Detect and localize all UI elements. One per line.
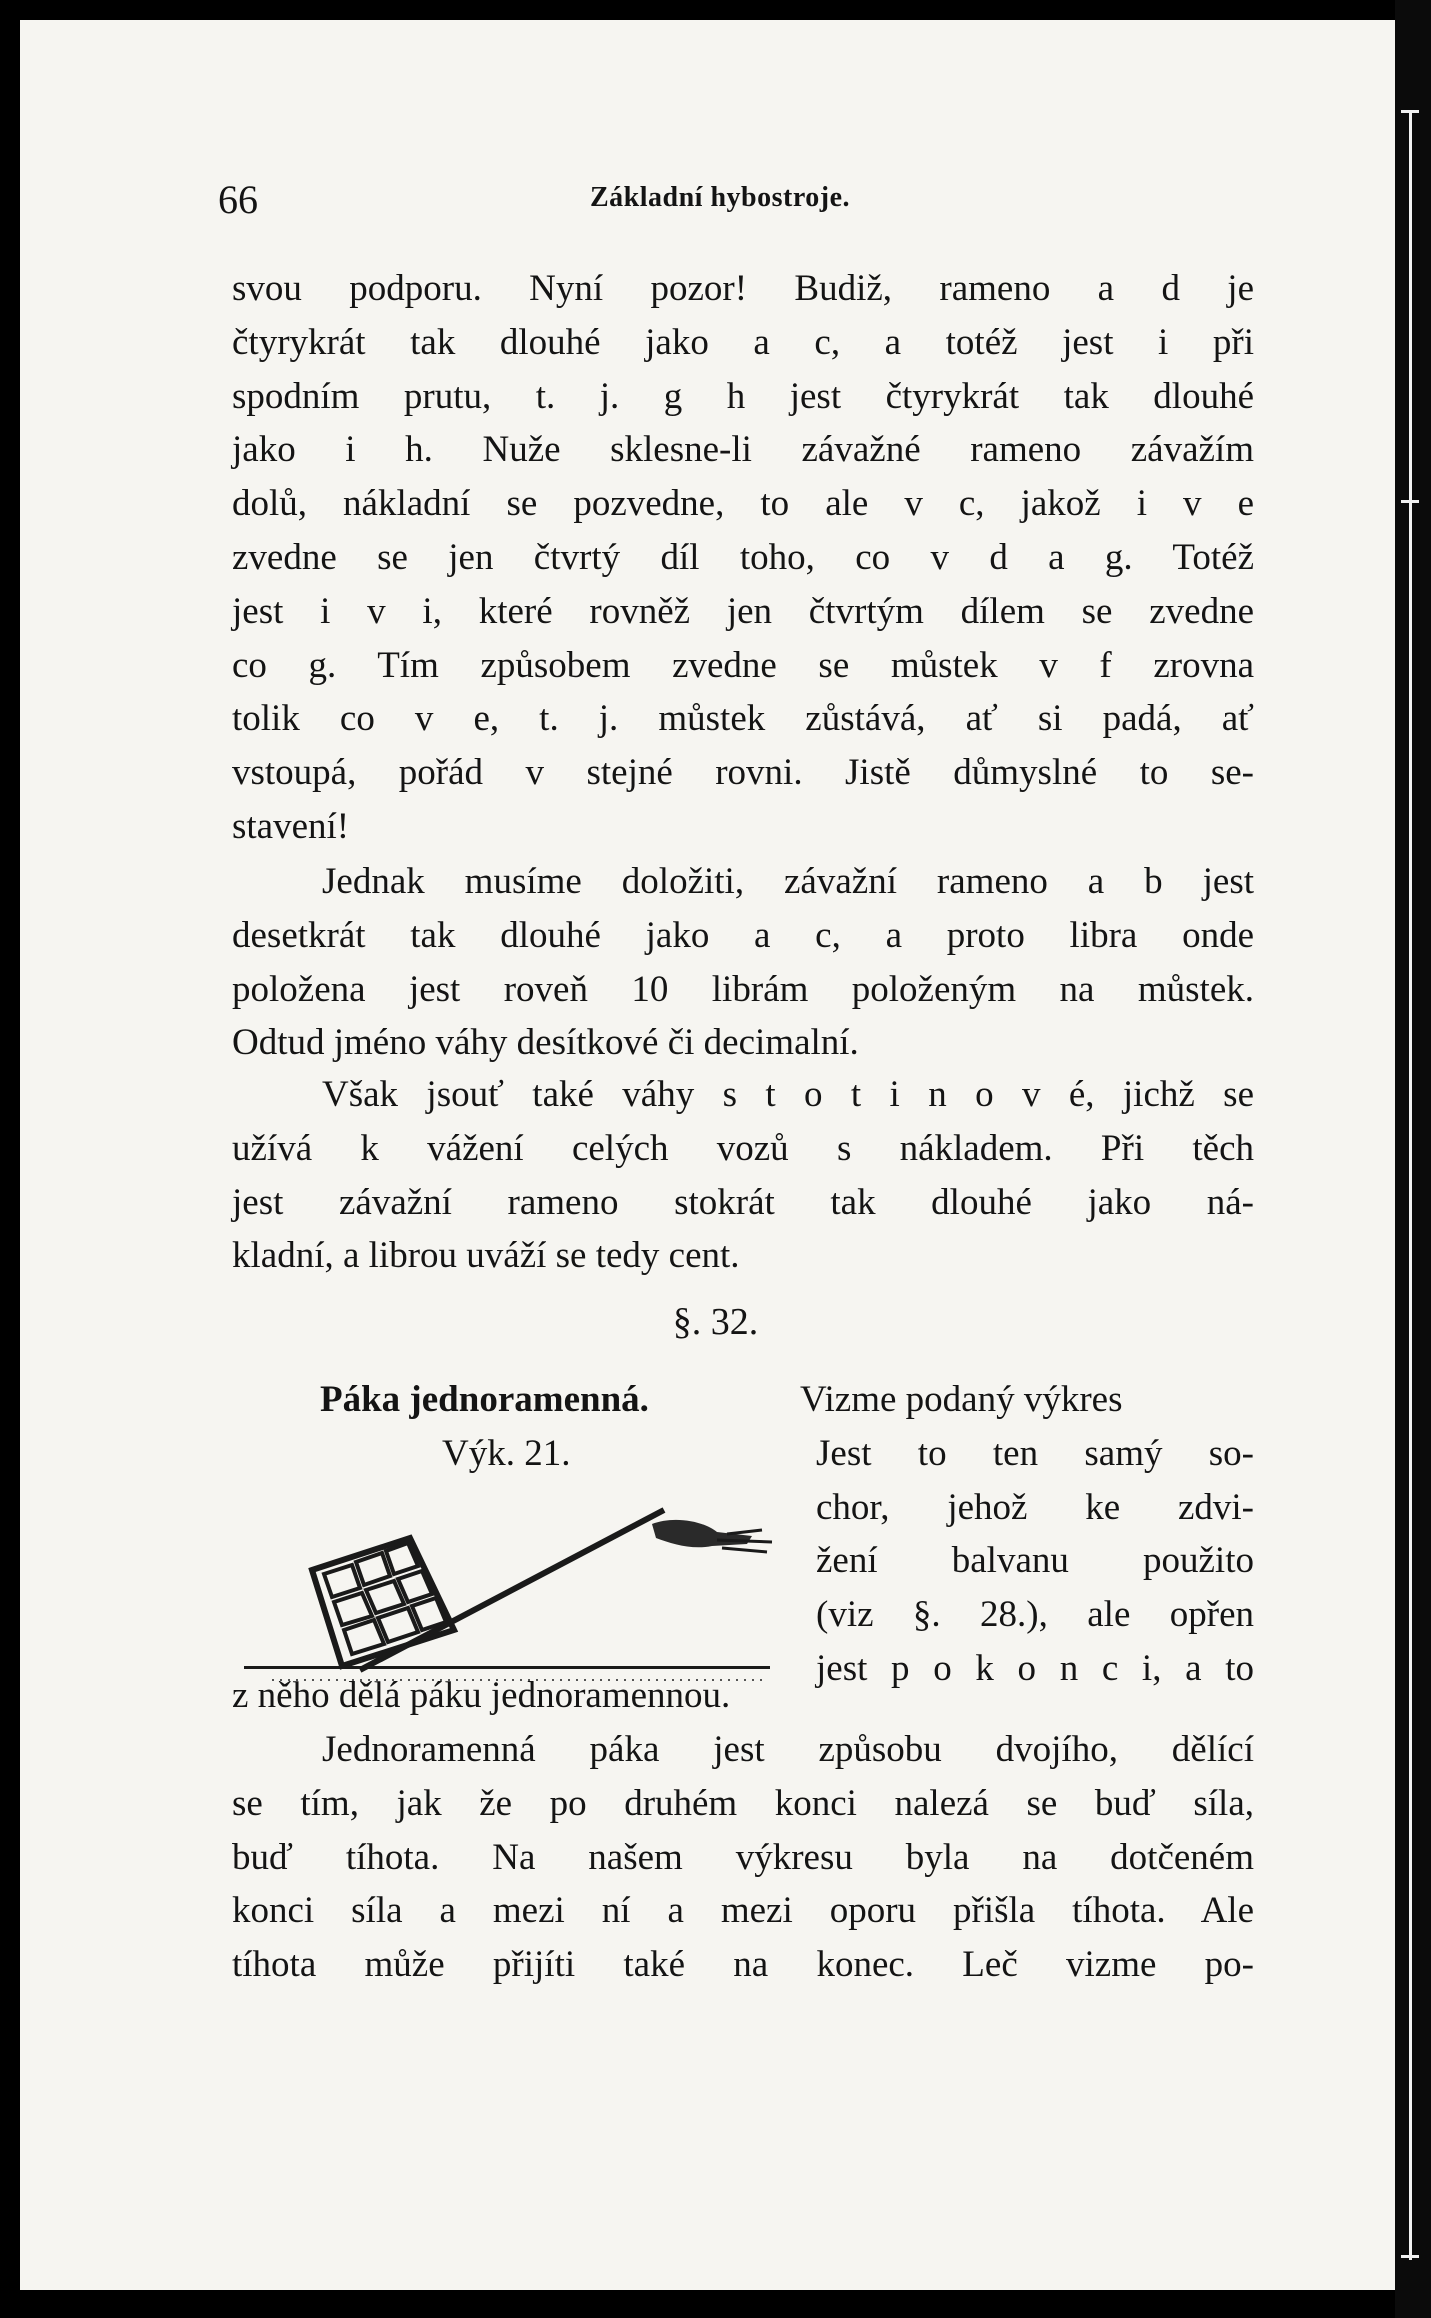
section-heading: §. 32. (672, 1301, 759, 1343)
text-line: jest i v i, které rovněž jen čtvrtým dílem se zvedne (232, 590, 1254, 632)
text-line: užívá k vážení celých vozů s nákladem. Při těch (232, 1127, 1254, 1169)
text-line: dolů, nákladní se pozvedne, to ale v c, jakož i v e (232, 483, 1254, 525)
text-line: Jest to ten samý so- (816, 1432, 1254, 1474)
text-line: svou podporu. Nyní pozor! Budiž, rameno a d je (232, 268, 1254, 309)
text-line: desetkrát tak dlouhé jako a c, a proto libra onde (232, 914, 1254, 956)
binding-tick (1401, 110, 1419, 113)
text-line: stavení! (232, 805, 350, 847)
text-line: se tím, jak že po druhém konci nalezá se buď síla, (232, 1782, 1254, 1824)
after-figure-text (232, 1669, 1254, 1723)
binding-edge (1395, 0, 1431, 2318)
running-header (0, 176, 1431, 226)
text-line: chor, jehož ke zdvi- (816, 1486, 1254, 1528)
page-number: 66 (218, 177, 258, 222)
paragraph-2 (232, 855, 1254, 1070)
paragraph-4 (232, 1723, 1254, 1992)
running-title: Základní hybostroje. (590, 182, 850, 213)
text-line: (viz §. 28.), ale opřen (816, 1594, 1254, 1636)
text-line: buď tíhota. Na našem výkresu byla na dotčeném (232, 1836, 1254, 1878)
text-line: zvedne se jen čtvrtý díl toho, co v d a g. Totéž (232, 536, 1254, 578)
text-line: Jednak musíme doložiti, závažní rameno a b jest (322, 861, 1254, 902)
text-line: Vizme podaný výkres (800, 1379, 1123, 1420)
text-line: kladní, a librou uváží se tedy cent. (232, 1235, 740, 1277)
text-line: žení balvanu použito (816, 1540, 1254, 1582)
binding-tick (1401, 2255, 1419, 2258)
figure-reference: Výk. 21. (442, 1432, 571, 1474)
text-line: spodním prutu, t. j. g h jest čtyrykrát tak dlouhé (232, 375, 1254, 417)
text-line: tolik co v e, t. j. můstek zůstává, ať si padá, ať (232, 698, 1254, 740)
binding-rule (1409, 110, 1412, 2260)
text-line: Odtud jméno váhy desítkové či decimalní. (232, 1022, 859, 1064)
paragraph-3 (232, 1068, 1254, 1283)
text-line: konci síla a mezi ní a mezi oporu přišla tíhota. Ale (232, 1890, 1254, 1932)
binding-tick (1401, 500, 1419, 503)
text-line: Však jsouť také váhy s t o t i n o v é, jichž se (322, 1074, 1254, 1115)
text-line: Jednoramenná páka jest způsobu dvojího, dělící (322, 1729, 1254, 1770)
figure-title: Páka jednoramenná. (320, 1379, 649, 1420)
stone-block (312, 1538, 454, 1666)
text-line: vstoupá, pořád v stejné rovni. Jistě důmyslné to se- (232, 752, 1254, 794)
text-line: jako i h. Nuže sklesne-li závažné rameno závažím (232, 429, 1254, 471)
text-line: z něho dělá páku jednoramennou. (232, 1675, 731, 1716)
text-line: tíhota může přijíti také na konec. Leč vizme po- (232, 1944, 1254, 1986)
text-line: jest p o k o n c i, a to (816, 1647, 1254, 1689)
paragraph-1 (232, 262, 1254, 854)
text-line: co g. Tím způsobem zvedne se můstek v f zrovna (232, 644, 1254, 686)
text-line: položena jest roveň 10 librám položeným na můstek. (232, 968, 1254, 1010)
figure-side-text (800, 1373, 1254, 1696)
text-line: jest závažní rameno stokrát tak dlouhé jako ná- (232, 1181, 1254, 1223)
text-line: čtyrykrát tak dlouhé jako a c, a totéž jest i při (232, 321, 1254, 363)
figure-caption (232, 1373, 772, 1481)
